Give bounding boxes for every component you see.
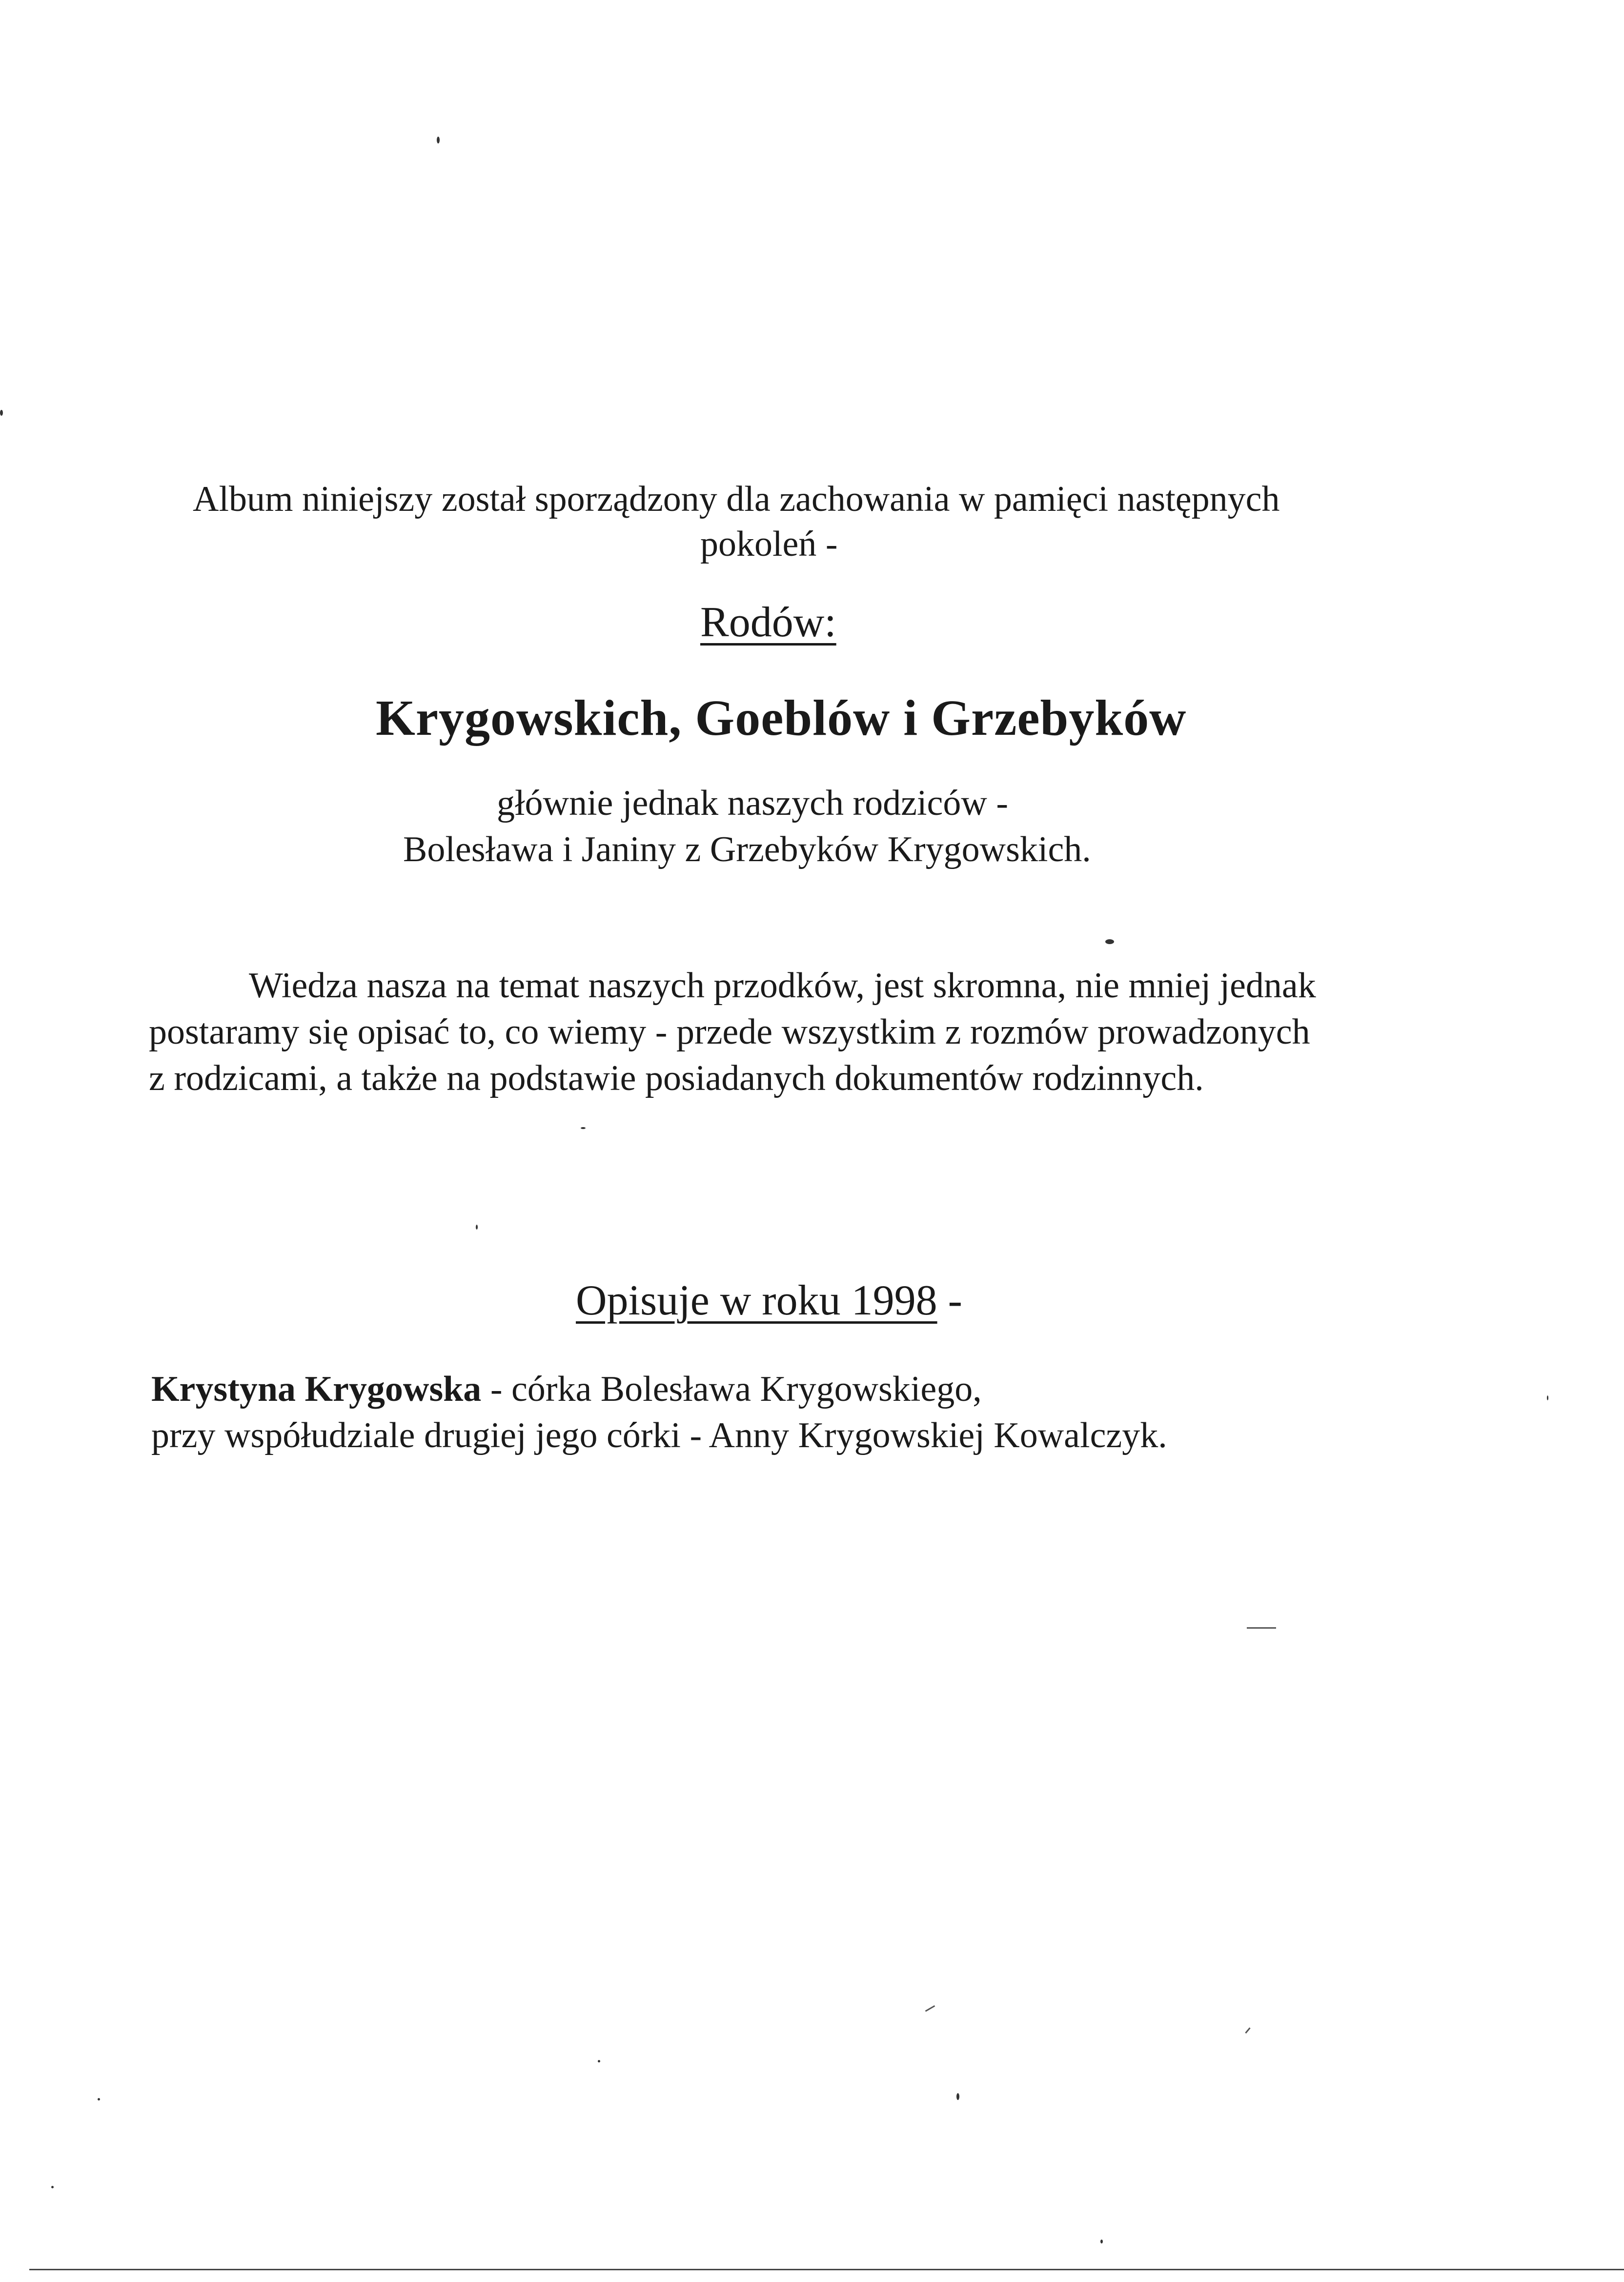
scan-speck (437, 137, 440, 143)
scan-speck (0, 410, 3, 416)
author-relation: - córka Bolesława Krygowskiego, (481, 1369, 982, 1409)
intro-paragraph (149, 963, 1398, 1102)
parents-line-2: Bolesława i Janiny z Grzebyków Krygowskich. (403, 829, 1091, 869)
scan-speck (51, 2186, 54, 2188)
scan-speck (476, 1225, 478, 1230)
scan-speck (1547, 1395, 1548, 1400)
paragraph-line-1: Wiedza nasza na temat naszych przodków, jest skromna, nie mniej jednak (249, 966, 1316, 1006)
intro-line-1: Album niniejszy został sporządzony dla zachowania w pamięci następnych (193, 479, 1280, 519)
authored-year-suffix: - (937, 1277, 962, 1324)
paragraph-line-2: postaramy się opisać to, co wiemy - przede wszystkim z rozmów prowadzonych (149, 1012, 1310, 1052)
authored-year-label: Opisuje w roku 1998 (576, 1277, 937, 1324)
intro-line-2: pokoleń - (700, 524, 838, 564)
author-line-1 (151, 1367, 982, 1411)
scan-dash (1245, 2027, 1250, 2034)
scan-speck (98, 2098, 100, 2100)
scan-speck (956, 2093, 959, 2100)
author-name: Krystyna Krygowska (151, 1369, 482, 1409)
heading-rodow: Rodów: (700, 599, 836, 646)
heading-families: Krygowskich, Goeblów i Grzebyków (376, 690, 1187, 746)
authored-year-line (576, 1276, 962, 1325)
parents-line-1: głównie jednak naszych rodziców - (497, 783, 1008, 823)
scan-speck (1105, 939, 1114, 944)
scan-speck (598, 2060, 600, 2062)
scan-speck (1100, 2240, 1103, 2243)
scan-dash (1247, 1627, 1276, 1629)
bottom-edge-line (29, 2269, 1624, 2270)
scan-speck (581, 1127, 586, 1129)
scan-dash (925, 2005, 935, 2012)
author-line-2: przy współudziale drugiej jego córki - Anny Krygowskiej Kowalczyk. (151, 1415, 1167, 1455)
paragraph-line-3: z rodzicami, a także na podstawie posiadanych dokumentów rodzinnych. (149, 1058, 1204, 1098)
